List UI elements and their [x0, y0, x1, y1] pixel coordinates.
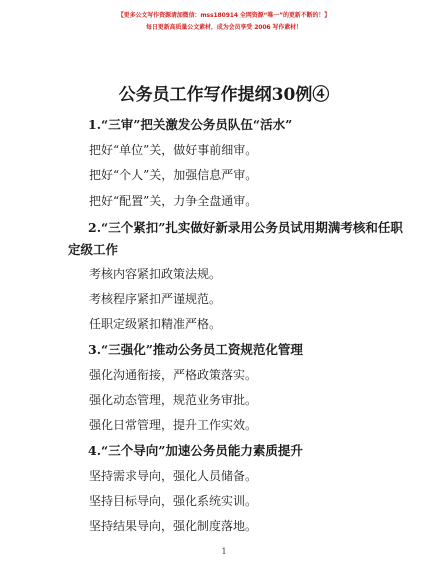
section-1-item-2: 把好“个人”关，加强信息严审。 — [89, 168, 258, 182]
section-1-item-1: 把好“单位”关，做好事前细审。 — [89, 143, 258, 157]
section-heading-1: 1.“三审”把关激发公务员队伍“活水” — [88, 117, 293, 132]
section-3-item-1: 强化沟通衔接，严格政策落实。 — [89, 368, 258, 382]
section-3-item-3: 强化日常管理，提升工作实效。 — [89, 418, 258, 432]
section-heading-4: 4.“三个导向”加速公务员能力素质提升 — [88, 443, 303, 458]
section-heading-2: 2.“三个紧扣”扎实做好新录用公务员试用期满考核和任职 — [88, 220, 403, 235]
section-4-item-2: 坚持目标导向，强化系统实训。 — [89, 494, 258, 508]
promo-banner-line-1: 【更多公文写作资源请加微信：mss180914 全网资源“唯一”的更新不断的！】 — [117, 12, 331, 19]
section-4-item-1: 坚持需求导向，强化人员储备。 — [89, 469, 258, 483]
document-title: 公务员工作写作提纲30例④ — [118, 85, 330, 105]
section-heading-2-continued: 定级工作 — [68, 242, 119, 257]
section-1-item-3: 把好“配置”关，力争全盘通审。 — [89, 194, 258, 208]
section-2-item-1: 考核内容紧扣政策法规。 — [89, 267, 222, 281]
section-2-item-2: 考核程序紧扣严谨规范。 — [89, 292, 222, 306]
section-2-item-3: 任职定级紧扣精准严格。 — [89, 317, 222, 331]
section-4-item-3: 坚持结果导向，强化制度落地。 — [89, 519, 258, 533]
promo-banner-line-2: 每日更新高质量公文素材，成为会员享受 2006 写作素材！ — [146, 24, 302, 31]
section-heading-3: 3.“三强化”推动公务员工资规范化管理 — [88, 342, 303, 357]
section-3-item-2: 强化动态管理，规范业务审批。 — [89, 393, 258, 407]
page-number: 1 — [221, 547, 227, 556]
